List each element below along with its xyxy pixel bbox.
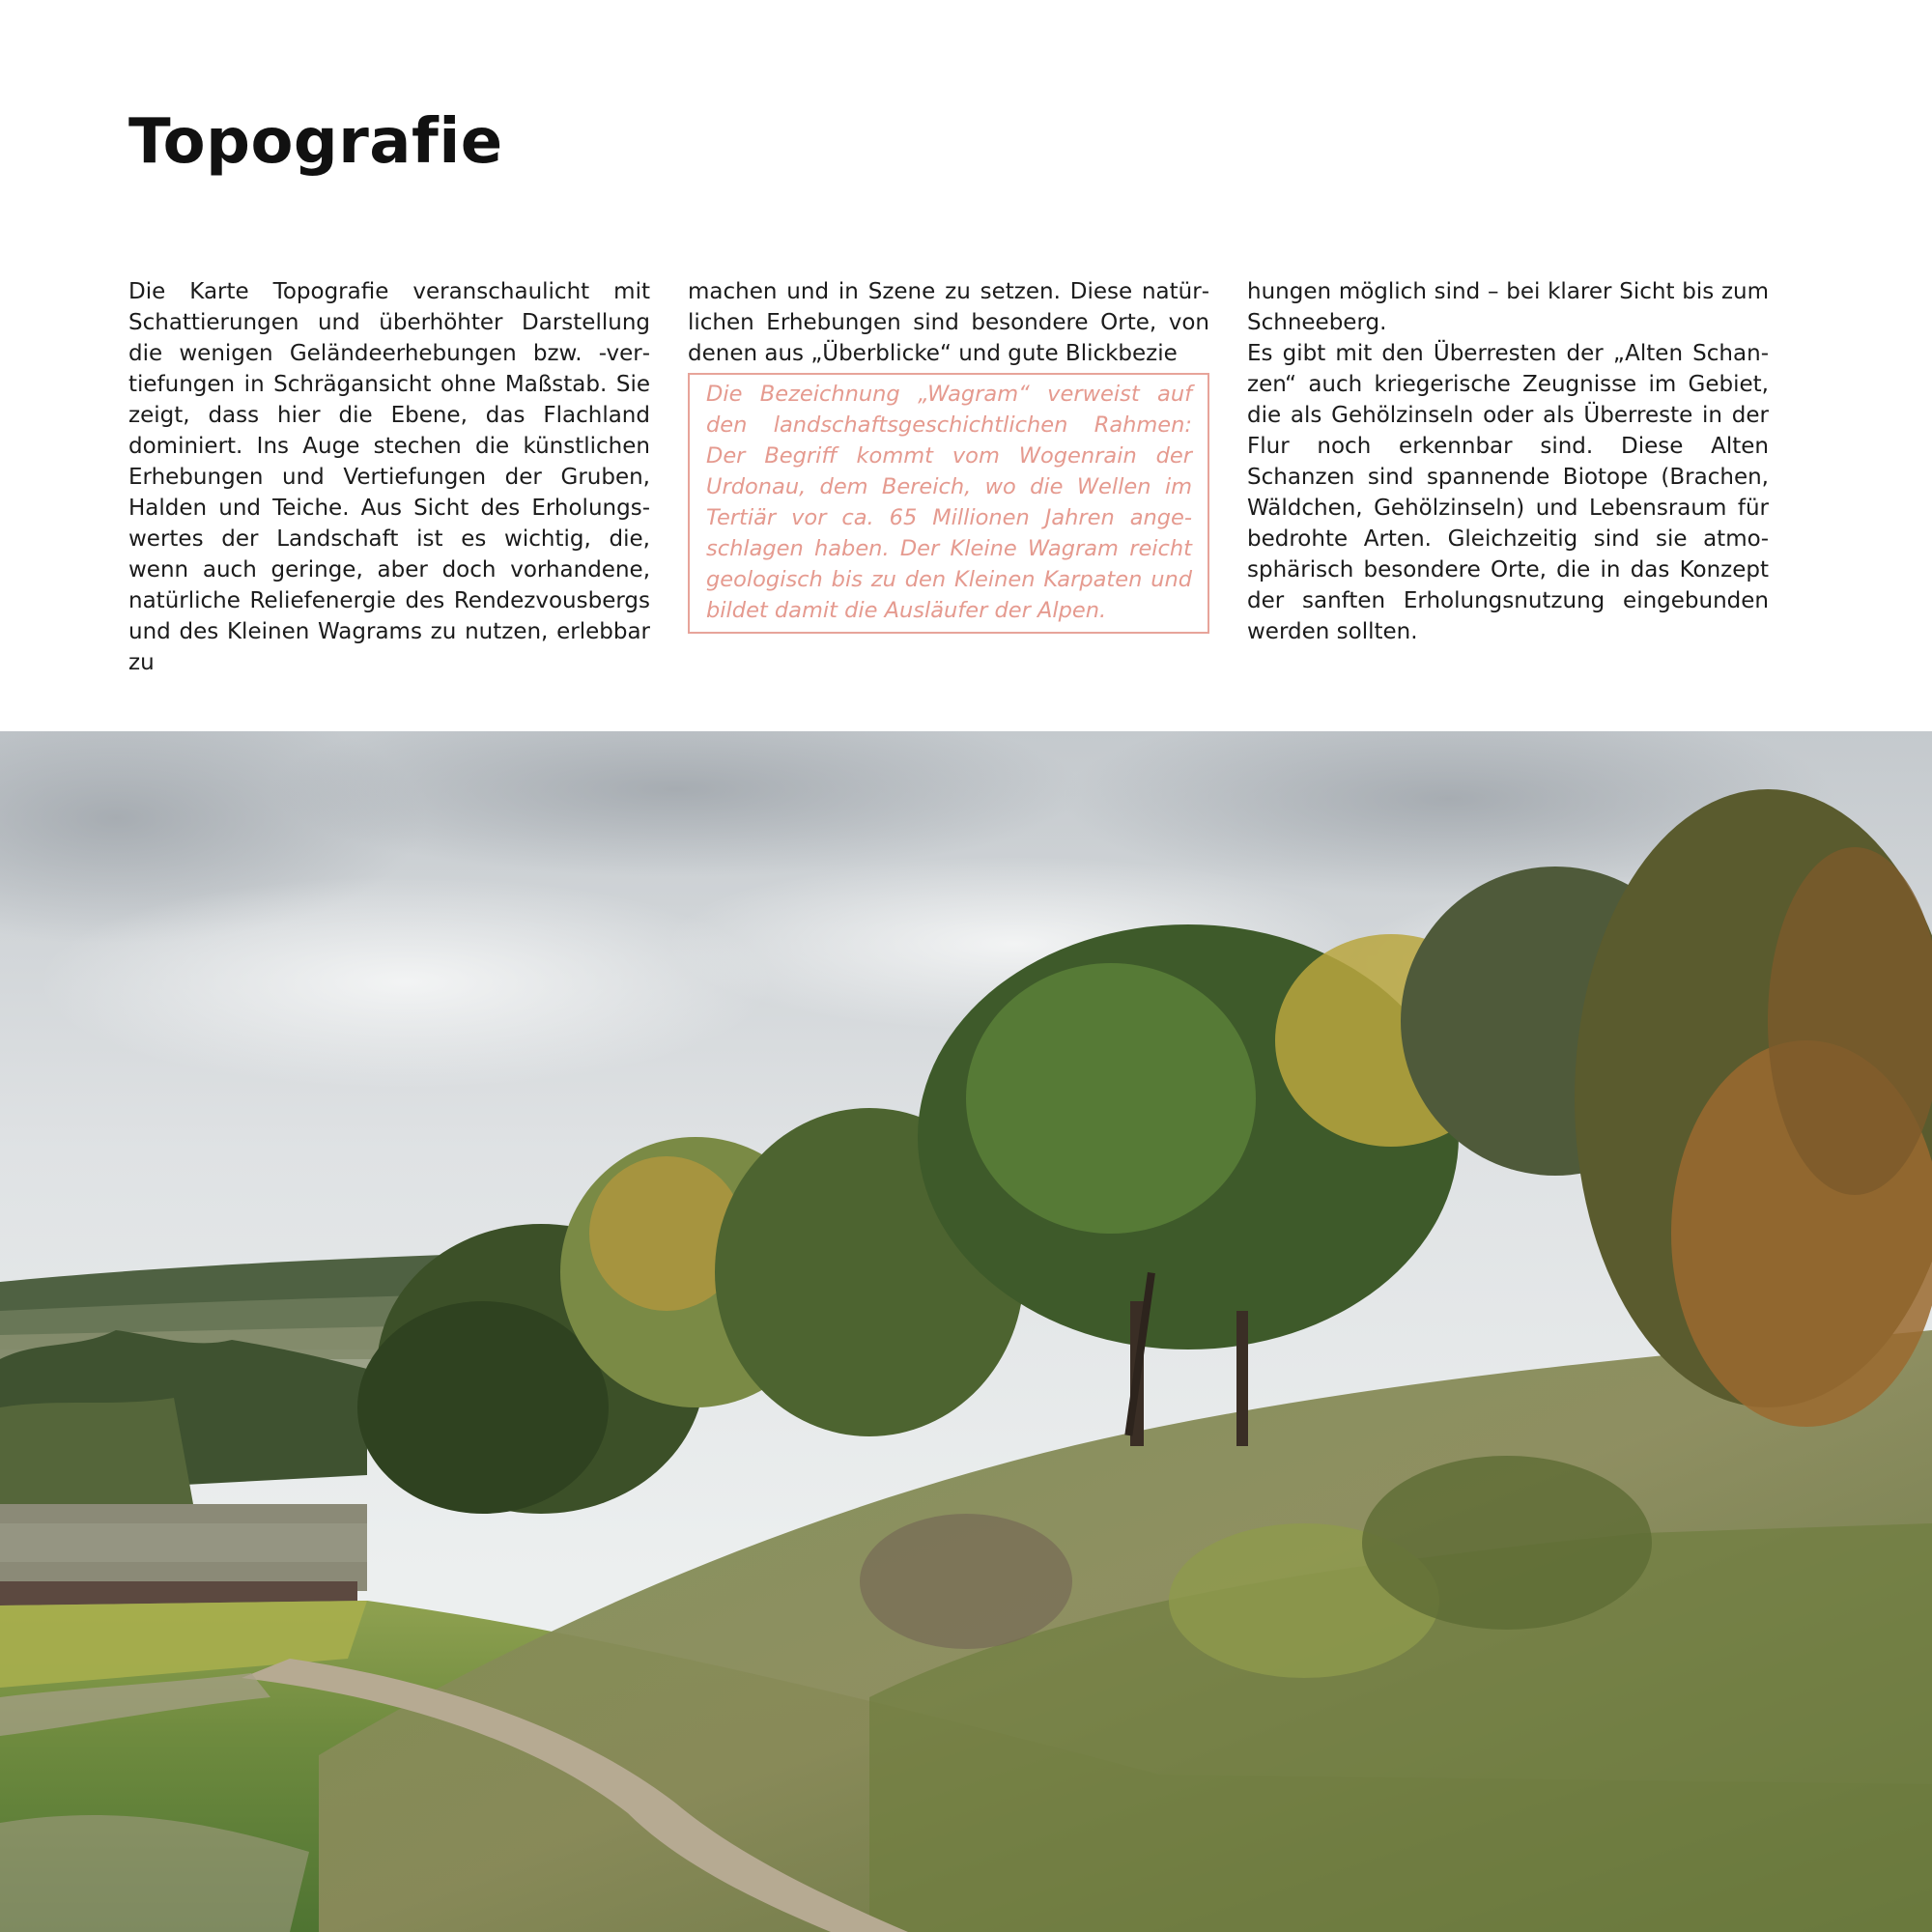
paragraph: hungen möglich sind – bei klarer Sicht bis zum Schneeberg. <box>1247 279 1769 335</box>
callout-text: Die Bezeichnung „Wagram“ verweist auf den landschaftsgeschichtlichen Rahmen: Der Begriff kommt vom Wogenrain der Urdonau, dem Bereich, wo die Wellen im Tertiär vor ca. 65 Millionen Jahren angeschlagen haben. Der Kleine Wagram reicht geologisch bis zu den Kleinen Karpaten und bildet damit die Ausläufer der Alpen. <box>706 382 1192 623</box>
text-column-3 <box>1247 276 1769 647</box>
paragraph: Es gibt mit den Überresten der „Alten Schanzen“ auch kriegerische Zeugnisse im Gebiet, die als Gehölzinseln oder als Überreste in der Flur noch erkennbar sind. Diese Alten Schanzen sind spannende Biotope (Brachen, Wäldchen, Gehölzinseln) und Lebensraum für bedrohte Arten. Gleichzeitig sind sie atmosphärisch besondere Orte, die in das Konzept der sanften Erholungsnutzung eingebunden werden sollten. <box>1247 341 1769 644</box>
page-title: Topografie <box>128 106 503 178</box>
callout-box <box>688 373 1209 634</box>
text-column-1 <box>128 276 650 678</box>
paragraph: machen und in Szene zu setzen. Diese natürlichen Erhebungen sind besondere Orte, von denen aus „Überblicke“ und gute Blickbezie <box>688 279 1209 366</box>
text-column-2 <box>688 276 1209 634</box>
landscape-photo <box>0 731 1932 1932</box>
paragraph: Die Karte Topografie veranschaulicht mit Schattierungen und überhöhter Darstellung die wenigen Geländeerhebungen bzw. -vertiefungen in Schrägansicht ohne Maßstab. Sie zeigt, dass hier die Ebene, das Flachland dominiert. Ins Auge stechen die künstlichen Erhebungen und Vertiefungen der Gruben, Halden und Teiche. Aus Sicht des Erholungswertes der Landschaft ist es wichtig, die, wenn auch geringe, aber doch vorhandene, natürliche Reliefenergie des Rendezvousbergs und des Kleinen Wagrams zu nutzen, erlebbar zu <box>128 279 650 675</box>
